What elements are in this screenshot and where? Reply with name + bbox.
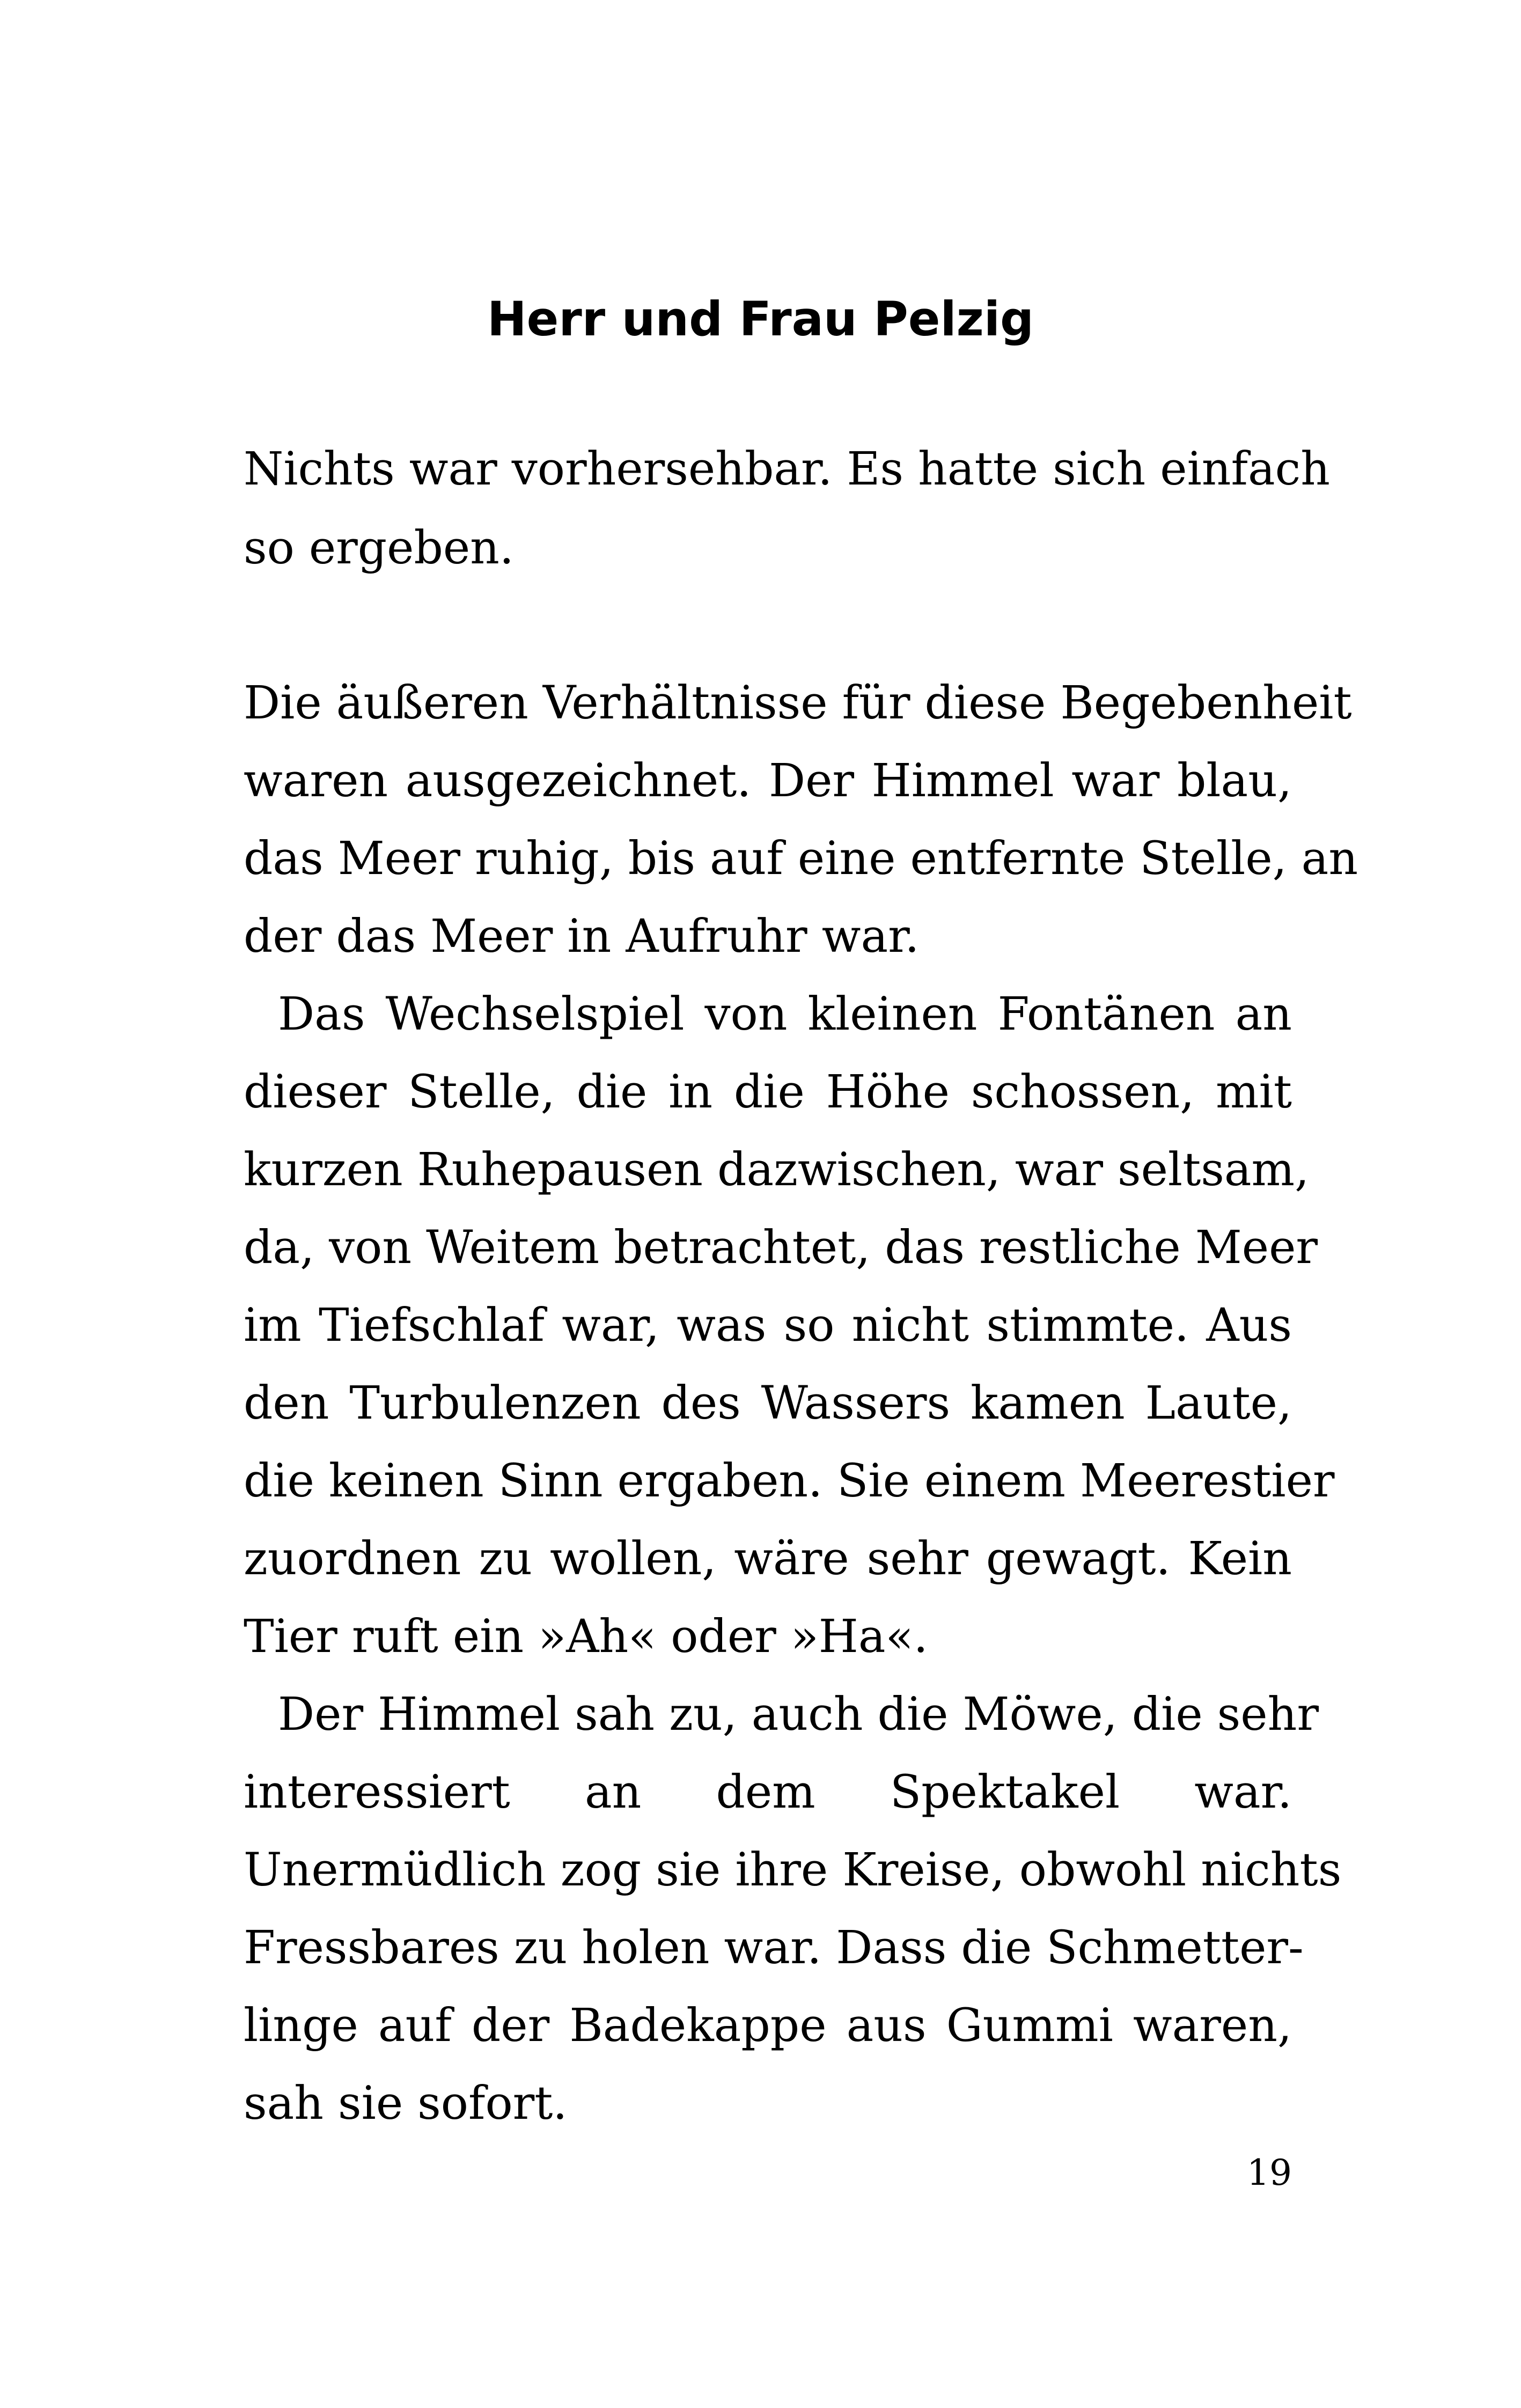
text-line: Fressbares zu holen war. Dass die Schmetter- — [244, 1921, 1304, 1974]
text-line: sah sie sofort. — [244, 2077, 568, 2130]
text-line: so ergeben. — [244, 522, 514, 575]
text-line: das Meer ruhig, bis auf eine entfernte Stelle, an — [244, 832, 1358, 885]
text-line: den Turbulenzen des Wassers kamen Laute, — [244, 1377, 1292, 1430]
text-line: Nichts war vorhersehbar. Es hatte sich einfach — [244, 443, 1331, 496]
text-line: waren ausgezeichnet. Der Himmel war blau, — [244, 754, 1292, 807]
text-line: die keinen Sinn ergaben. Sie einem Meerestier — [244, 1455, 1335, 1508]
text-line: da, von Weitem betrachtet, das restliche Meer — [244, 1221, 1318, 1274]
text-line: Die äußeren Verhältnisse für diese Begebenheit — [244, 677, 1352, 730]
chapter-title: Herr und Frau Pelzig — [487, 291, 1034, 347]
page-number: 19 — [1247, 2152, 1292, 2193]
text-line: Das Wechselspiel von kleinen Fontänen an — [278, 988, 1292, 1041]
text-line: Der Himmel sah zu, auch die Möwe, die sehr — [278, 1688, 1319, 1741]
text-line: kurzen Ruhepausen dazwischen, war seltsam, — [244, 1143, 1310, 1196]
text-line: dieser Stelle, die in die Höhe schossen, mit — [244, 1066, 1292, 1119]
text-line: zuordnen zu wollen, wäre sehr gewagt. Kein — [244, 1532, 1292, 1585]
text-line: der das Meer in Aufruhr war. — [244, 910, 920, 963]
text-line: Tier ruft ein »Ah« oder »Ha«. — [244, 1610, 928, 1663]
text-line: Unermüdlich zog sie ihre Kreise, obwohl nichts — [244, 1844, 1342, 1897]
text-line: linge auf der Badekappe aus Gummi waren, — [244, 1999, 1292, 2052]
text-line: im Tiefschlaf war, was so nicht stimmte. Aus — [244, 1299, 1292, 1352]
text-line: interessiert an dem Spektakel war. — [244, 1766, 1292, 1819]
